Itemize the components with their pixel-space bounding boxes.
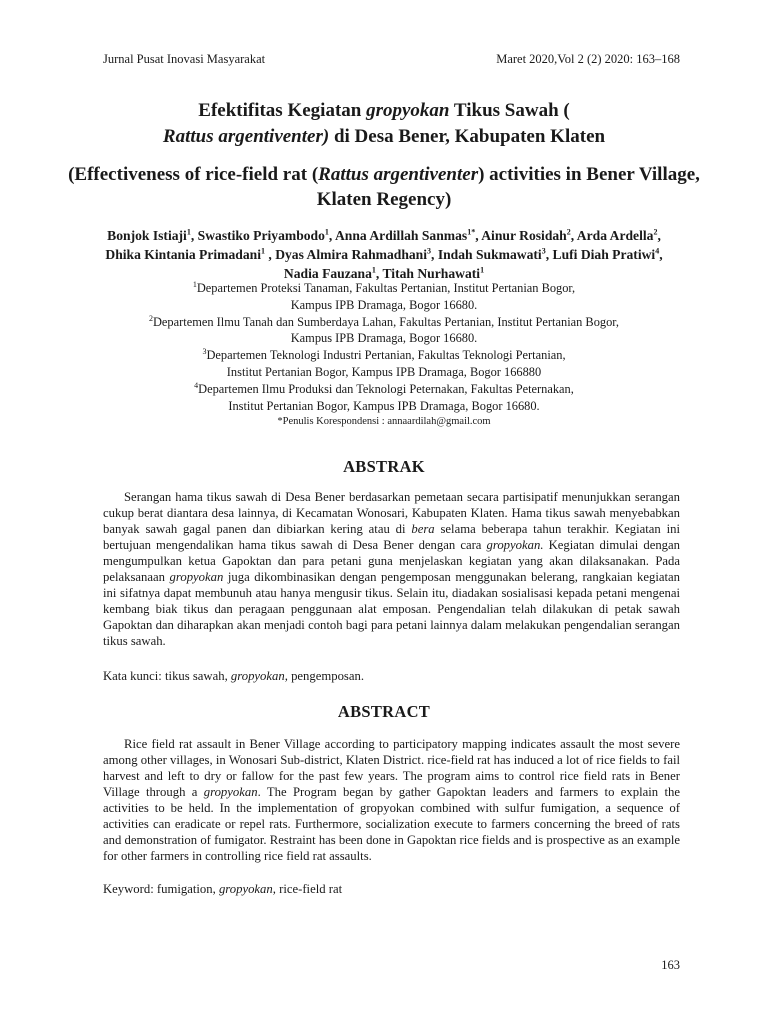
abstrak-paragraph: Serangan hama tikus sawah di Desa Bener berdasarkan pemetaan secara partisipatif menunjukkan serangan cukup berat diantara desa lainnya, di Kecamatan Wonosari, Kabupaten Klaten. Hama tikus sawah menyebabkan banyak sawah gagal panen dan dibiarkan kering atau di bera selama beberapa tahun terakhir. Kegiatan ini bertujuan mengendalikan hama tikus sawah di Desa Bener dengan cara gropyokan. Kegiatan dimulai dengan mengumpulkan ketua Gapoktan dan para petani guna menjelaskan kegiatan yang akan dilaksanakan. Pada pelaksanaan gropyokan juga dikombinasikan dengan pengemposan menggunakan belerang, rangkaian kegiatan ini sifatnya dapat membunuh atau hanya mengusir tikus. Selain itu, diadakan sosialisasi kepada petani mengenai kembang biak tikus dan peragaan penggunaan alat emposan. Pengendalian telah dilakukan di petak sawah Gapoktan dan diharapkan akan menjadi contoh bagi para petani lainnya dalam melakukan pengendalian serangan tikus sawah. (103, 490, 680, 649)
affiliation-line: $^3$Departemen Teknologi Industri Pertanian, Fakultas Teknologi Pertanian, (202, 347, 566, 363)
keywords: Keyword: fumigation, gropyokan, rice-field rat (103, 882, 343, 896)
author-name: Ainur Rosidah$^2$, (481, 227, 577, 243)
correspondence-note: *Penulis Korespondensi : annaardilah@gmail.com (277, 416, 491, 428)
affiliation-line: Kampus IPB Dramaga, Bogor 16680. (290, 331, 478, 346)
author-name: Swastiko Priyambodo$^1$, (197, 227, 335, 243)
abstrak-heading: ABSTRAK (343, 457, 425, 476)
journal-name: Jurnal Pusat Inovasi Masyarakat (103, 52, 266, 66)
author-list (88, 226, 680, 283)
abstract-paragraph: Rice field rat assault in Bener Village according to participatory mapping indicates assault the most severe among other villages, in Wonosari Sub-district, Klaten District. rice-field rat has induced a lot of rice fields to fail harvest and left to dry or fallow for the past few years. The program aims to control rice field rats in Bener Village through a gropyokan. The Program began by gather Gapoktan leaders and farmers to explain the activities to be held. In the implementation of gropyokan combined with sulfur fumigation, a sequence of activities can eradicate or repel rats. Furthermore, socialization execute to farmers concerning the breed of rats and demonstration of fumigator. Restraint has been done in Gapoktan rice fields and is prospective as an example for other farmers in controlling rice field rat assaults. (103, 737, 680, 864)
title-english: (Effectiveness of rice-field rat (Rattus argentiventer) activities in Bener Village, Klaten Regency) (68, 164, 700, 210)
page-number: 163 (661, 958, 680, 972)
author-name: Titah Nurhawati$^1$ (382, 265, 485, 281)
affiliation-line: Kampus IPB Dramaga, Bogor 16680. (290, 297, 478, 312)
author-name: Indah Sukmawati$^3$, (437, 246, 553, 262)
author-name: Lufi Diah Pratiwi$^4$, (552, 246, 663, 262)
affiliation-line: $^2$Departemen Ilmu Tanah dan Sumberdaya Lahan, Fakultas Pertanian, Institut Pertanian Bogor, (148, 313, 620, 329)
affiliation-line: $^4$Departemen Ilmu Produksi dan Teknologi Peternakan, Fakultas Peternakan, (194, 380, 574, 396)
affiliation-list (60, 280, 708, 431)
author-name: Arda Ardella$^2$, (576, 227, 661, 243)
author-name: Bonjok Istiaji$^1$, (107, 227, 198, 243)
author-name: Anna Ardillah Sanmas$^{1*}$, (334, 227, 482, 243)
kata-kunci: Kata kunci: tikus sawah, gropyokan, pengemposan. (103, 669, 364, 683)
affiliation-line: Institut Pertanian Bogor, Kampus IPB Dramaga, Bogor 16680. (228, 398, 540, 413)
affiliation-line: $^1$Departemen Proteksi Tanaman, Fakultas Pertanian, Institut Pertanian Bogor, (192, 279, 576, 295)
title-indonesian: Efektifitas Kegiatan gropyokan Tikus Sawah ( Rattus argentiventer) di Desa Bener, Kabupaten Klaten (162, 100, 606, 147)
abstract-heading: ABSTRACT (337, 702, 431, 721)
author-name: Nadia Fauzana$^1$, (283, 265, 383, 281)
affiliation-line: Institut Pertanian Bogor, Kampus IPB Dramaga, Bogor 166880 (226, 364, 542, 379)
author-name: Dyas Almira Rahmadhani$^3$, (275, 246, 438, 262)
issue-info: Maret 2020,Vol 2 (2) 2020: 163–168 (496, 52, 680, 66)
author-name: Dhika Kintania Primadani$^1$ , (105, 246, 276, 262)
running-header (103, 52, 680, 67)
